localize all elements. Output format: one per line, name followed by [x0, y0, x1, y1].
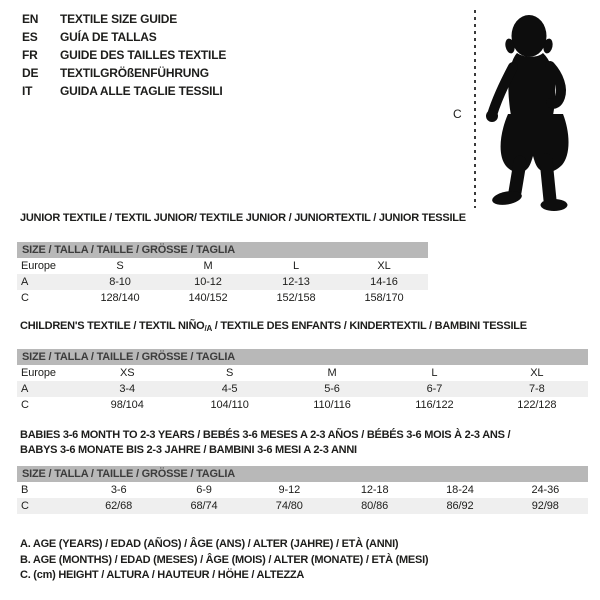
- row-label: B: [21, 484, 29, 496]
- language-code: DE: [22, 66, 39, 80]
- language-code: EN: [22, 12, 39, 26]
- size-cell: 158/170: [364, 292, 404, 304]
- legend-line-b: B. AGE (MONTHS) / EDAD (MESES) / ÂGE (MOIS) / ALTER (MONATE) / ETÀ (MESI): [20, 553, 429, 566]
- size-cell: 4-5: [221, 383, 238, 395]
- language-title: TEXTILGRÖßENFÜHRUNG: [60, 66, 209, 80]
- language-row: [22, 10, 226, 28]
- legend: [20, 537, 428, 584]
- size-cell: M: [203, 260, 213, 272]
- babies-table-section: [17, 428, 588, 514]
- row-label: Europe: [21, 367, 56, 379]
- size-cell: 14-16: [370, 276, 398, 288]
- size-cell: L: [431, 367, 438, 379]
- size-cell: 12-13: [282, 276, 310, 288]
- size-cell: 6-7: [426, 383, 443, 395]
- language-title: TEXTILE SIZE GUIDE: [60, 12, 178, 26]
- legend-line-a: A. AGE (YEARS) / EDAD (AÑOS) / ÂGE (ANS) / ALTER (JAHRE) / ETÀ (ANNI): [20, 538, 399, 550]
- size-cell: L: [292, 260, 300, 272]
- table-row: [17, 365, 588, 381]
- table-row: [17, 290, 428, 306]
- section-title-line2: BABYS 3-6 MONATE BIS 2-3 JAHRE / BAMBINI 3-6 MESI A 2-3 ANNI: [20, 444, 357, 456]
- height-dashed-line: [474, 10, 476, 208]
- size-header-bar: SIZE / TALLA / TAILLE / GRÖSSE / TAGLIA: [17, 349, 588, 365]
- language-row: [22, 82, 226, 100]
- section-title: JUNIOR TEXTILE / TEXTIL JUNIOR/ TEXTILE JUNIOR / JUNIORTEXTIL / JUNIOR TESSILE: [20, 212, 466, 224]
- size-cell: 152/158: [276, 292, 316, 304]
- size-cell: 116/122: [415, 399, 454, 411]
- height-measure-figure: [440, 4, 595, 214]
- table-row: [17, 274, 428, 290]
- size-cell: XL: [530, 367, 544, 379]
- language-row: [22, 28, 226, 46]
- size-cell: XL: [377, 260, 391, 272]
- size-cell: 9-12: [278, 484, 301, 496]
- section-title: [20, 428, 588, 458]
- table-row: [17, 381, 588, 397]
- section-title-subscript: /A: [204, 324, 212, 333]
- size-cell: M: [327, 367, 337, 379]
- size-cell: 122/128: [517, 399, 557, 411]
- row-label: C: [21, 500, 29, 512]
- size-header-bar: SIZE / TALLA / TAILLE / GRÖSSE / TAGLIA: [17, 242, 428, 258]
- language-code: ES: [22, 30, 38, 44]
- table-row: [17, 498, 588, 514]
- size-cell: 10-12: [194, 276, 222, 288]
- children-table-section: [17, 320, 588, 413]
- row-label: C: [21, 292, 29, 304]
- size-cell: 74/80: [275, 500, 303, 512]
- size-cell: 8-10: [109, 276, 131, 288]
- baby-silhouette-icon: [482, 4, 586, 214]
- language-title: GUIDE DES TAILLES TEXTILE: [60, 48, 227, 62]
- size-cell: 3-4: [119, 383, 135, 395]
- size-cell: 18-24: [446, 484, 474, 496]
- size-cell: 3-6: [110, 484, 127, 496]
- size-cell: 140/152: [188, 292, 228, 304]
- size-cell: XS: [119, 367, 135, 379]
- height-measure-label: C: [453, 107, 462, 121]
- size-cell: 128/140: [100, 292, 140, 304]
- row-label: A: [21, 383, 29, 395]
- size-cell: S: [225, 367, 234, 379]
- row-label: C: [21, 399, 29, 411]
- size-cell: 5-6: [324, 383, 340, 395]
- legend-line-c: C. (cm) HEIGHT / ALTURA / HAUTEUR / HÖHE / ALTEZZA: [20, 569, 305, 581]
- size-cell: 24-36: [531, 484, 560, 496]
- section-title-text: / TEXTILE DES ENFANTS / KINDERTEXTIL / BAMBINI TESSILE: [211, 320, 527, 332]
- language-row: [22, 46, 226, 64]
- size-cell: 92/98: [531, 500, 559, 512]
- section-title-line1: BABIES 3-6 MONTH TO 2-3 YEARS / BEBÉS 3-6 MESES A 2-3 AÑOS / BÉBÉS 3-6 MOIS À 2-3 ANS /: [20, 429, 511, 441]
- row-label: Europe: [21, 260, 56, 272]
- size-cell: 6-9: [196, 484, 212, 496]
- language-title: GUÍA DE TALLAS: [60, 30, 157, 44]
- size-cell: 86/92: [446, 500, 474, 512]
- language-code: FR: [22, 48, 38, 62]
- section-title: [20, 320, 588, 335]
- section-title-text: CHILDREN'S TEXTILE / TEXTIL NIÑO: [20, 320, 205, 332]
- table-row: [17, 482, 588, 498]
- size-cell: 98/104: [110, 399, 144, 411]
- size-cell: 68/74: [190, 500, 218, 512]
- size-cell: 110/116: [313, 399, 351, 411]
- table-row: [17, 397, 588, 413]
- table-row: [17, 258, 428, 274]
- language-code: IT: [22, 84, 33, 98]
- language-title: GUIDA ALLE TAGLIE TESSILI: [60, 84, 223, 98]
- size-cell: 80/86: [361, 500, 389, 512]
- size-cell: 12-18: [360, 484, 389, 496]
- junior-table-section: [17, 212, 466, 306]
- language-row: [22, 64, 226, 82]
- size-cell: 104/110: [210, 399, 249, 411]
- row-label: A: [21, 276, 29, 288]
- size-cell: 7-8: [529, 383, 545, 395]
- size-cell: S: [116, 260, 124, 272]
- language-header: [22, 10, 226, 100]
- size-header-bar: SIZE / TALLA / TAILLE / GRÖSSE / TAGLIA: [17, 466, 588, 482]
- size-cell: 62/68: [105, 500, 133, 512]
